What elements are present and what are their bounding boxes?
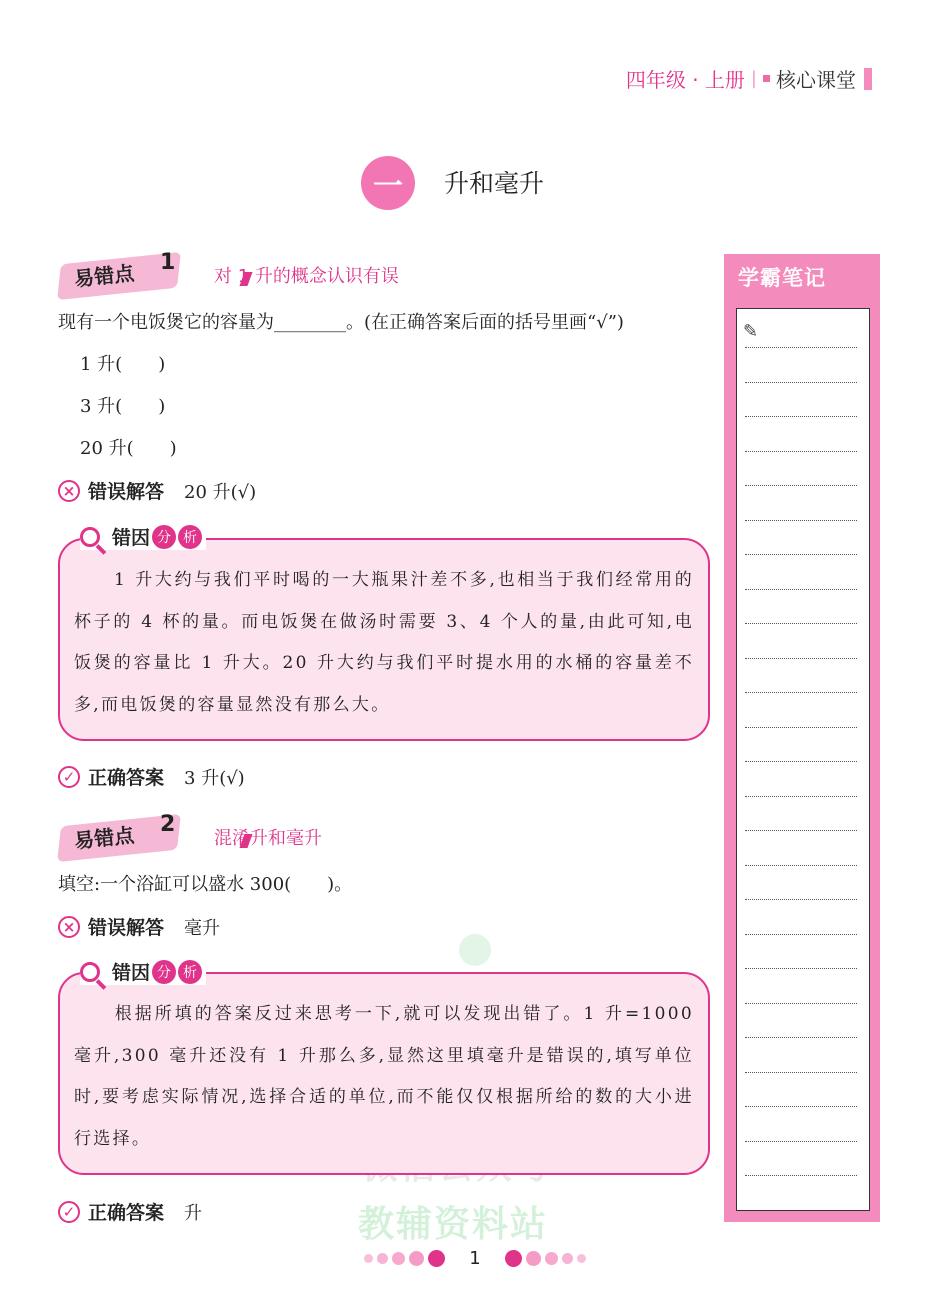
- badge-label: 易错点: [73, 260, 136, 292]
- watermark-text-2: 教辅资料站: [358, 1204, 549, 1245]
- footer-dot-icon: [409, 1251, 424, 1266]
- note-dotted-line: [745, 692, 857, 693]
- note-dotted-line: [745, 382, 857, 383]
- right-answer-value: 3 升(√): [184, 767, 245, 789]
- wrong-mark-icon: ×: [58, 480, 80, 502]
- note-dotted-line: [745, 1003, 857, 1004]
- grade-label: 四年级 · 上册: [625, 68, 745, 92]
- footer-dot-icon: [428, 1250, 445, 1267]
- mistake-point-badge-2: [60, 812, 192, 856]
- analysis-heading-char: 分: [152, 525, 176, 549]
- analysis-heading-word: 错因: [112, 527, 151, 549]
- note-dotted-line: [745, 1106, 857, 1107]
- right-answer-value: 升: [184, 1202, 203, 1224]
- square-bullet-icon: [763, 75, 770, 82]
- book-label: 核心课堂: [776, 68, 856, 92]
- note-dotted-line: [745, 796, 857, 797]
- footer-dot-icon: [577, 1254, 586, 1263]
- note-dotted-line: [745, 968, 857, 969]
- wrong-answer-label: 错误解答: [88, 917, 165, 939]
- badge-number: 1: [160, 250, 176, 275]
- right-answer-row-1: [58, 763, 245, 790]
- note-dotted-line: [745, 485, 857, 486]
- check-mark-icon: ✓: [58, 766, 80, 788]
- footer-dot-icon: [526, 1251, 541, 1266]
- note-dotted-line: [745, 727, 857, 728]
- note-dotted-line: [745, 1037, 857, 1038]
- notes-writing-area: [736, 308, 870, 1211]
- check-mark-icon: ✓: [58, 1201, 80, 1223]
- page-number: 1: [469, 1248, 481, 1269]
- note-dotted-line: [745, 658, 857, 659]
- note-dotted-line: [745, 589, 857, 590]
- analysis-heading-2: [80, 958, 206, 985]
- footer-dot-icon: [505, 1250, 522, 1267]
- footer-dot-icon: [545, 1252, 558, 1265]
- analysis-heading-1: [80, 523, 206, 550]
- right-answer-label: 正确答案: [88, 1202, 165, 1224]
- note-dotted-line: [745, 761, 857, 762]
- analysis-box-2: [58, 972, 710, 1175]
- badge-number: 2: [160, 812, 176, 837]
- magnifier-icon: [80, 527, 100, 547]
- notes-title: 学霸笔记: [738, 266, 826, 290]
- footer-dot-icon: [562, 1253, 573, 1264]
- right-answer-label: 正确答案: [88, 767, 165, 789]
- footer-dot-icon: [364, 1254, 373, 1263]
- wrong-answer-row-2: [58, 913, 220, 940]
- analysis-heading-char: 析: [178, 525, 202, 549]
- wrong-answer-value: 毫升: [184, 917, 221, 939]
- question-2: 填空:一个浴缸可以盛水 300( )。: [58, 874, 353, 895]
- option-2: 3 升( ): [80, 396, 166, 417]
- note-dotted-line: [745, 865, 857, 866]
- pencil-icon: ✎: [743, 321, 759, 342]
- note-dotted-line: [745, 934, 857, 935]
- footer-dot-icon: [392, 1252, 405, 1265]
- right-answer-row-2: [58, 1198, 202, 1225]
- header-bar-icon: [864, 68, 872, 90]
- note-dotted-line: [745, 1072, 857, 1073]
- notes-header: [724, 254, 880, 294]
- wrong-answer-value: 20 升(√): [184, 481, 257, 503]
- note-dotted-line: [745, 416, 857, 417]
- note-dotted-line: [745, 554, 857, 555]
- mistake-point-title-1: 对 1 升的概念认识有误: [214, 266, 399, 287]
- wrong-mark-icon: ×: [58, 916, 80, 938]
- wrong-answer-label: 错误解答: [88, 481, 165, 503]
- note-dotted-line: [745, 1175, 857, 1176]
- analysis-heading-word: 错因: [112, 962, 151, 984]
- mistake-point-badge-1: [60, 250, 192, 294]
- wrong-answer-row-1: [58, 477, 256, 504]
- analysis-text-2: 根据所填的答案反过来思考一下,就可以发现出错了。1 升=1000 毫升,300 毫升还没有 1 升那么多,显然这里填毫升是错误的,填写单位时,要考虑实际情况,选择合适的单位,而不能仅仅根据所给的数的大小进行选择。: [74, 1004, 694, 1149]
- badge-label: 易错点: [73, 822, 136, 854]
- running-header: [626, 64, 872, 93]
- mistake-point-title-2: 混淆升和毫升: [214, 828, 322, 849]
- chapter-title: 升和毫升: [444, 169, 545, 198]
- note-dotted-line: [745, 520, 857, 521]
- analysis-heading-char: 分: [152, 960, 176, 984]
- note-dotted-line: [745, 830, 857, 831]
- header-divider: |: [750, 68, 757, 89]
- question-1: 现有一个电饭煲它的容量为________。(在正确答案后面的括号里画“√”): [58, 312, 624, 333]
- chapter-number: 一: [361, 156, 415, 210]
- analysis-text-1: 1 升大约与我们平时喝的一大瓶果汁差不多,也相当于我们经常用的杯子的 4 杯的量。而电饭煲在做汤时需要 3、4 个人的量,由此可知,电饭煲的容量比 1 升大。20 升大约与我们平时提水用的水桶的容量差不多,而电饭煲的容量显然没有那么大。: [74, 570, 694, 715]
- footer-dot-icon: [377, 1253, 388, 1264]
- analysis-heading-char: 析: [178, 960, 202, 984]
- note-dotted-line: [745, 1141, 857, 1142]
- option-3: 20 升( ): [80, 438, 177, 459]
- note-dotted-line: [745, 899, 857, 900]
- notes-panel: [724, 254, 880, 1222]
- note-dotted-line: [745, 451, 857, 452]
- note-dotted-line: [745, 347, 857, 348]
- option-1: 1 升( ): [80, 354, 166, 375]
- analysis-box-1: [58, 538, 710, 741]
- page-footer: [0, 1248, 950, 1269]
- magnifier-icon: [80, 962, 100, 982]
- note-dotted-line: [745, 623, 857, 624]
